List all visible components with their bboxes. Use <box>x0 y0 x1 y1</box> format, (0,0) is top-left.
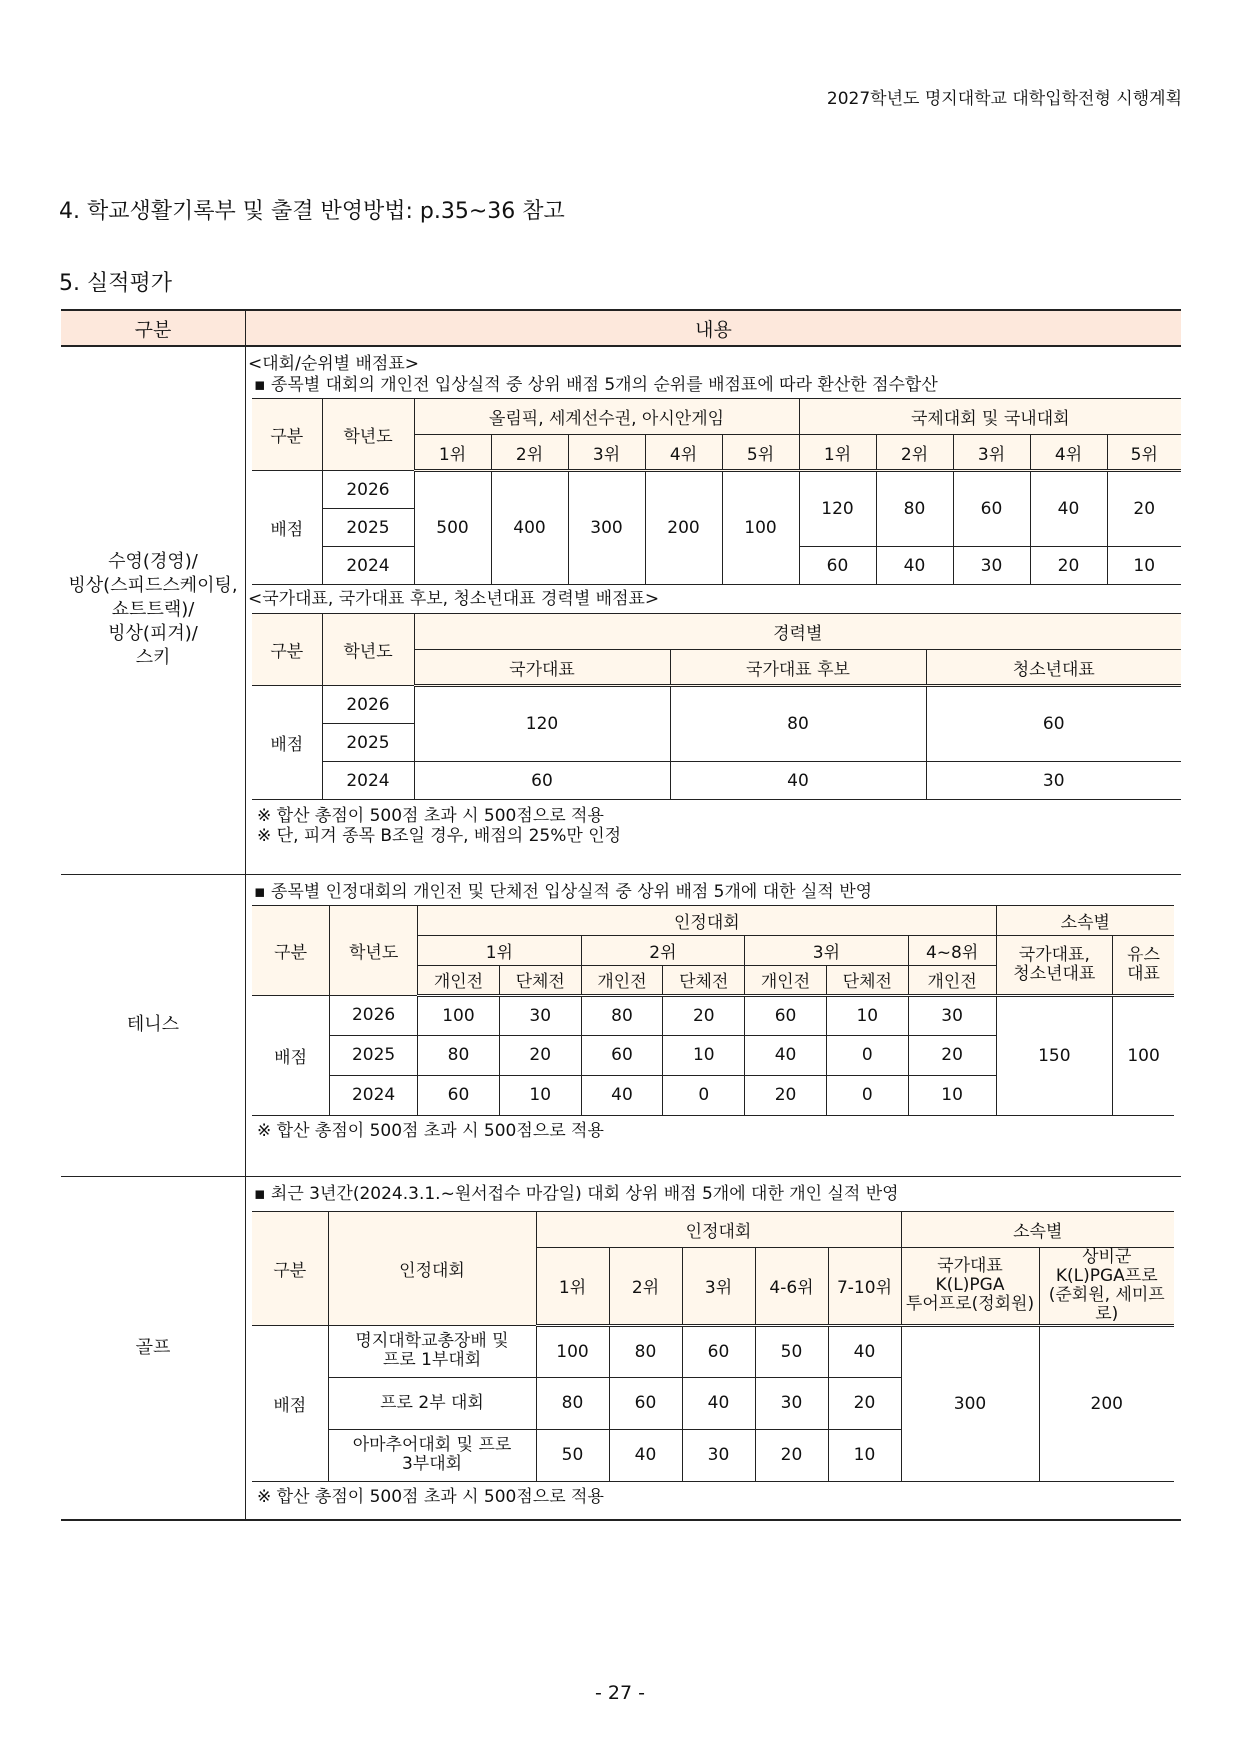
swim-note-1: ※ 합산 총점이 500점 초과 시 500점으로 적용 <box>257 806 604 826</box>
th-intl: 국제대회 및 국내대회 <box>799 399 1181 435</box>
th-olympic: 올림픽, 세계선수권, 아시안게임 <box>414 399 799 435</box>
th-olympic-rank-2: 2위 <box>491 435 568 471</box>
th-year: 학년도 <box>330 905 418 995</box>
career-2024-score-3: 30 <box>926 762 1181 800</box>
score-cell: 10 <box>826 995 908 1035</box>
score-cell: 60 <box>745 995 827 1035</box>
th-competition: 인정대회 <box>536 1211 901 1247</box>
th-rank-3: 3위 <box>745 935 909 965</box>
competition-cell: 프로 2부 대회 <box>328 1377 536 1429</box>
score-cell: 50 <box>755 1325 828 1377</box>
th-team: 단체전 <box>499 965 581 995</box>
score-cell: 0 <box>826 1035 908 1075</box>
section-4-heading: 4. 학교생활기록부 및 출결 반영방법: p.35~36 참고 <box>59 199 565 224</box>
th-national-youth: 국가대표, 청소년대표 <box>996 935 1113 995</box>
section-5-heading: 5. 실적평가 <box>59 271 172 296</box>
score-cell: 30 <box>908 995 996 1035</box>
score-cell: 40 <box>745 1035 827 1075</box>
row-golf <box>61 1176 1181 1520</box>
score-label: 배점 <box>252 995 330 1115</box>
running-header: 2027학년도 명지대학교 대학입학전형 시행계획 <box>826 89 1182 109</box>
intl-score-2: 80 <box>876 471 953 547</box>
ranking-table-bullet: ▪ 종목별 대회의 개인전 입상실적 중 상위 배점 5개의 순위를 배점표에 따라 환산한 점수합산 <box>254 375 938 395</box>
score-cell: 20 <box>828 1377 901 1429</box>
olympic-score-3: 300 <box>568 471 645 585</box>
header-category: 구분 <box>61 310 246 346</box>
competition-cell: 아마추어대회 및 프로 3부대회 <box>328 1429 536 1481</box>
score-cell: 0 <box>663 1075 745 1115</box>
career-2024-score-1: 60 <box>414 762 670 800</box>
score-cell: 80 <box>609 1325 682 1377</box>
th-olympic-rank-3: 3위 <box>568 435 645 471</box>
th-rank-3: 3위 <box>682 1247 755 1325</box>
year-cell: 2025 <box>322 724 414 762</box>
th-youth-rep: 유스 대표 <box>1113 935 1174 995</box>
tennis-note: ※ 합산 총점이 500점 초과 시 500점으로 적용 <box>257 1120 604 1141</box>
score-cell: 40 <box>581 1075 663 1115</box>
score-cell: 100 <box>418 995 500 1035</box>
header-content: 내용 <box>246 310 1182 346</box>
th-intl-rank-4: 4위 <box>1030 435 1107 471</box>
score-cell: 20 <box>499 1035 581 1075</box>
th-rank-2: 2위 <box>581 935 745 965</box>
score-cell: 20 <box>908 1035 996 1075</box>
th-rank-2: 2위 <box>609 1247 682 1325</box>
main-header-row <box>61 310 1181 346</box>
th-intl-rank-2: 2위 <box>876 435 953 471</box>
score-cell: 80 <box>536 1377 609 1429</box>
olympic-score-1: 500 <box>414 471 491 585</box>
th-competition-name: 인정대회 <box>328 1211 536 1325</box>
th-national-pro: 국가대표 K(L)PGA 투어프로(정회원) <box>901 1247 1039 1325</box>
score-cell: 0 <box>826 1075 908 1115</box>
th-affiliation: 소속별 <box>996 905 1174 935</box>
career-score-1: 120 <box>414 686 670 762</box>
year-cell: 2024 <box>330 1075 418 1115</box>
score-cell: 10 <box>908 1075 996 1115</box>
th-rank-7-10: 7-10위 <box>828 1247 901 1325</box>
th-intl-rank-5: 5위 <box>1107 435 1181 471</box>
th-rank-1: 1위 <box>536 1247 609 1325</box>
olympic-score-4: 200 <box>645 471 722 585</box>
performance-evaluation-table <box>61 309 1181 1521</box>
category-golf: 골프 <box>61 1176 246 1520</box>
career-score-3: 60 <box>926 686 1181 762</box>
th-olympic-rank-5: 5위 <box>722 435 799 471</box>
youth-rep-score: 100 <box>1113 995 1174 1115</box>
page-number: - 27 - <box>595 1682 645 1704</box>
golf-note: ※ 합산 총점이 500점 초과 시 500점으로 적용 <box>257 1486 604 1507</box>
score-cell: 10 <box>499 1075 581 1115</box>
th-gubun: 구분 <box>252 1211 328 1325</box>
olympic-score-5: 100 <box>722 471 799 585</box>
score-cell: 10 <box>663 1035 745 1075</box>
th-reserve-pro: 상비군 K(L)PGA프로 (준회원, 세미프로) <box>1039 1247 1174 1325</box>
th-rank-4-8: 4~8위 <box>908 935 996 965</box>
score-cell: 80 <box>581 995 663 1035</box>
intl-2024-score-1: 60 <box>799 547 876 585</box>
content-swimming <box>246 346 1182 874</box>
row-tennis <box>61 874 1181 1176</box>
score-cell: 40 <box>609 1429 682 1481</box>
th-gubun: 구분 <box>252 399 322 471</box>
th-career: 경력별 <box>414 614 1181 650</box>
th-intl-rank-3: 3위 <box>953 435 1030 471</box>
national-youth-score: 150 <box>996 995 1113 1115</box>
year-cell: 2025 <box>330 1035 418 1075</box>
th-olympic-rank-4: 4위 <box>645 435 722 471</box>
score-label: 배점 <box>252 1325 328 1481</box>
golf-bullet: ▪ 최근 3년간(2024.3.1.~원서접수 마감일) 대회 상위 배점 5개에 대한 개인 실적 반영 <box>254 1183 899 1204</box>
intl-2024-score-2: 40 <box>876 547 953 585</box>
intl-score-1: 120 <box>799 471 876 547</box>
score-cell: 30 <box>755 1377 828 1429</box>
th-individual: 개인전 <box>745 965 827 995</box>
th-intl-rank-1: 1위 <box>799 435 876 471</box>
content-golf <box>246 1176 1182 1520</box>
score-cell: 50 <box>536 1429 609 1481</box>
ranking-table-caption: <대회/순위별 배점표> <box>248 354 419 374</box>
score-cell: 40 <box>682 1377 755 1429</box>
ranking-score-table <box>252 398 1181 585</box>
th-national-candidate: 국가대표 후보 <box>670 650 926 686</box>
th-gubun: 구분 <box>252 905 330 995</box>
th-youth-team: 청소년대표 <box>926 650 1181 686</box>
tennis-score-table <box>252 905 1174 1116</box>
intl-2024-score-4: 20 <box>1030 547 1107 585</box>
score-cell: 60 <box>418 1075 500 1115</box>
golf-score-table <box>252 1211 1174 1482</box>
score-cell: 30 <box>499 995 581 1035</box>
score-cell: 60 <box>581 1035 663 1075</box>
score-cell: 10 <box>828 1429 901 1481</box>
career-2024-score-2: 40 <box>670 762 926 800</box>
tennis-bullet: ▪ 종목별 인정대회의 개인전 및 단체전 입상실적 중 상위 배점 5개에 대한 실적 반영 <box>254 881 873 902</box>
year-cell: 2026 <box>322 471 414 509</box>
th-team: 단체전 <box>826 965 908 995</box>
score-cell: 20 <box>663 995 745 1035</box>
career-score-2: 80 <box>670 686 926 762</box>
score-cell: 30 <box>682 1429 755 1481</box>
th-gubun: 구분 <box>252 614 322 686</box>
th-competition: 인정대회 <box>418 905 997 935</box>
th-year: 학년도 <box>322 399 414 471</box>
score-label: 배점 <box>252 471 322 585</box>
intl-score-3: 60 <box>953 471 1030 547</box>
content-tennis <box>246 874 1182 1176</box>
reserve-pro-score: 200 <box>1039 1325 1174 1481</box>
th-individual: 개인전 <box>581 965 663 995</box>
category-tennis: 테니스 <box>61 874 246 1176</box>
th-rank-4-6: 4-6위 <box>755 1247 828 1325</box>
score-label: 배점 <box>252 686 322 800</box>
row-swimming <box>61 346 1181 874</box>
category-swimming: 수영(경영)/ 빙상(스피드스케이팅, 쇼트트랙)/ 빙상(피겨)/ 스키 <box>61 346 246 874</box>
th-national-team: 국가대표 <box>414 650 670 686</box>
career-table-caption: <국가대표, 국가대표 후보, 청소년대표 경력별 배점표> <box>248 589 660 609</box>
score-cell: 80 <box>418 1035 500 1075</box>
year-cell: 2024 <box>322 547 414 585</box>
th-individual: 개인전 <box>908 965 996 995</box>
score-cell: 20 <box>755 1429 828 1481</box>
year-cell: 2026 <box>322 686 414 724</box>
intl-score-4: 40 <box>1030 471 1107 547</box>
th-individual: 개인전 <box>418 965 500 995</box>
swim-note-2: ※ 단, 피겨 종목 B조일 경우, 배점의 25%만 인정 <box>257 826 622 846</box>
th-affiliation: 소속별 <box>901 1211 1174 1247</box>
intl-2024-score-3: 30 <box>953 547 1030 585</box>
competition-cell: 명지대학교총장배 및 프로 1부대회 <box>328 1325 536 1377</box>
year-cell: 2026 <box>330 995 418 1035</box>
th-year: 학년도 <box>322 614 414 686</box>
score-cell: 60 <box>682 1325 755 1377</box>
olympic-score-2: 400 <box>491 471 568 585</box>
intl-2024-score-5: 10 <box>1107 547 1181 585</box>
year-cell: 2025 <box>322 509 414 547</box>
score-cell: 60 <box>609 1377 682 1429</box>
th-team: 단체전 <box>663 965 745 995</box>
th-rank-1: 1위 <box>418 935 582 965</box>
career-score-table <box>252 613 1181 800</box>
year-cell: 2024 <box>322 762 414 800</box>
national-pro-score: 300 <box>901 1325 1039 1481</box>
score-cell: 40 <box>828 1325 901 1377</box>
th-olympic-rank-1: 1위 <box>414 435 491 471</box>
score-cell: 100 <box>536 1325 609 1377</box>
intl-score-5: 20 <box>1107 471 1181 547</box>
score-cell: 20 <box>745 1075 827 1115</box>
